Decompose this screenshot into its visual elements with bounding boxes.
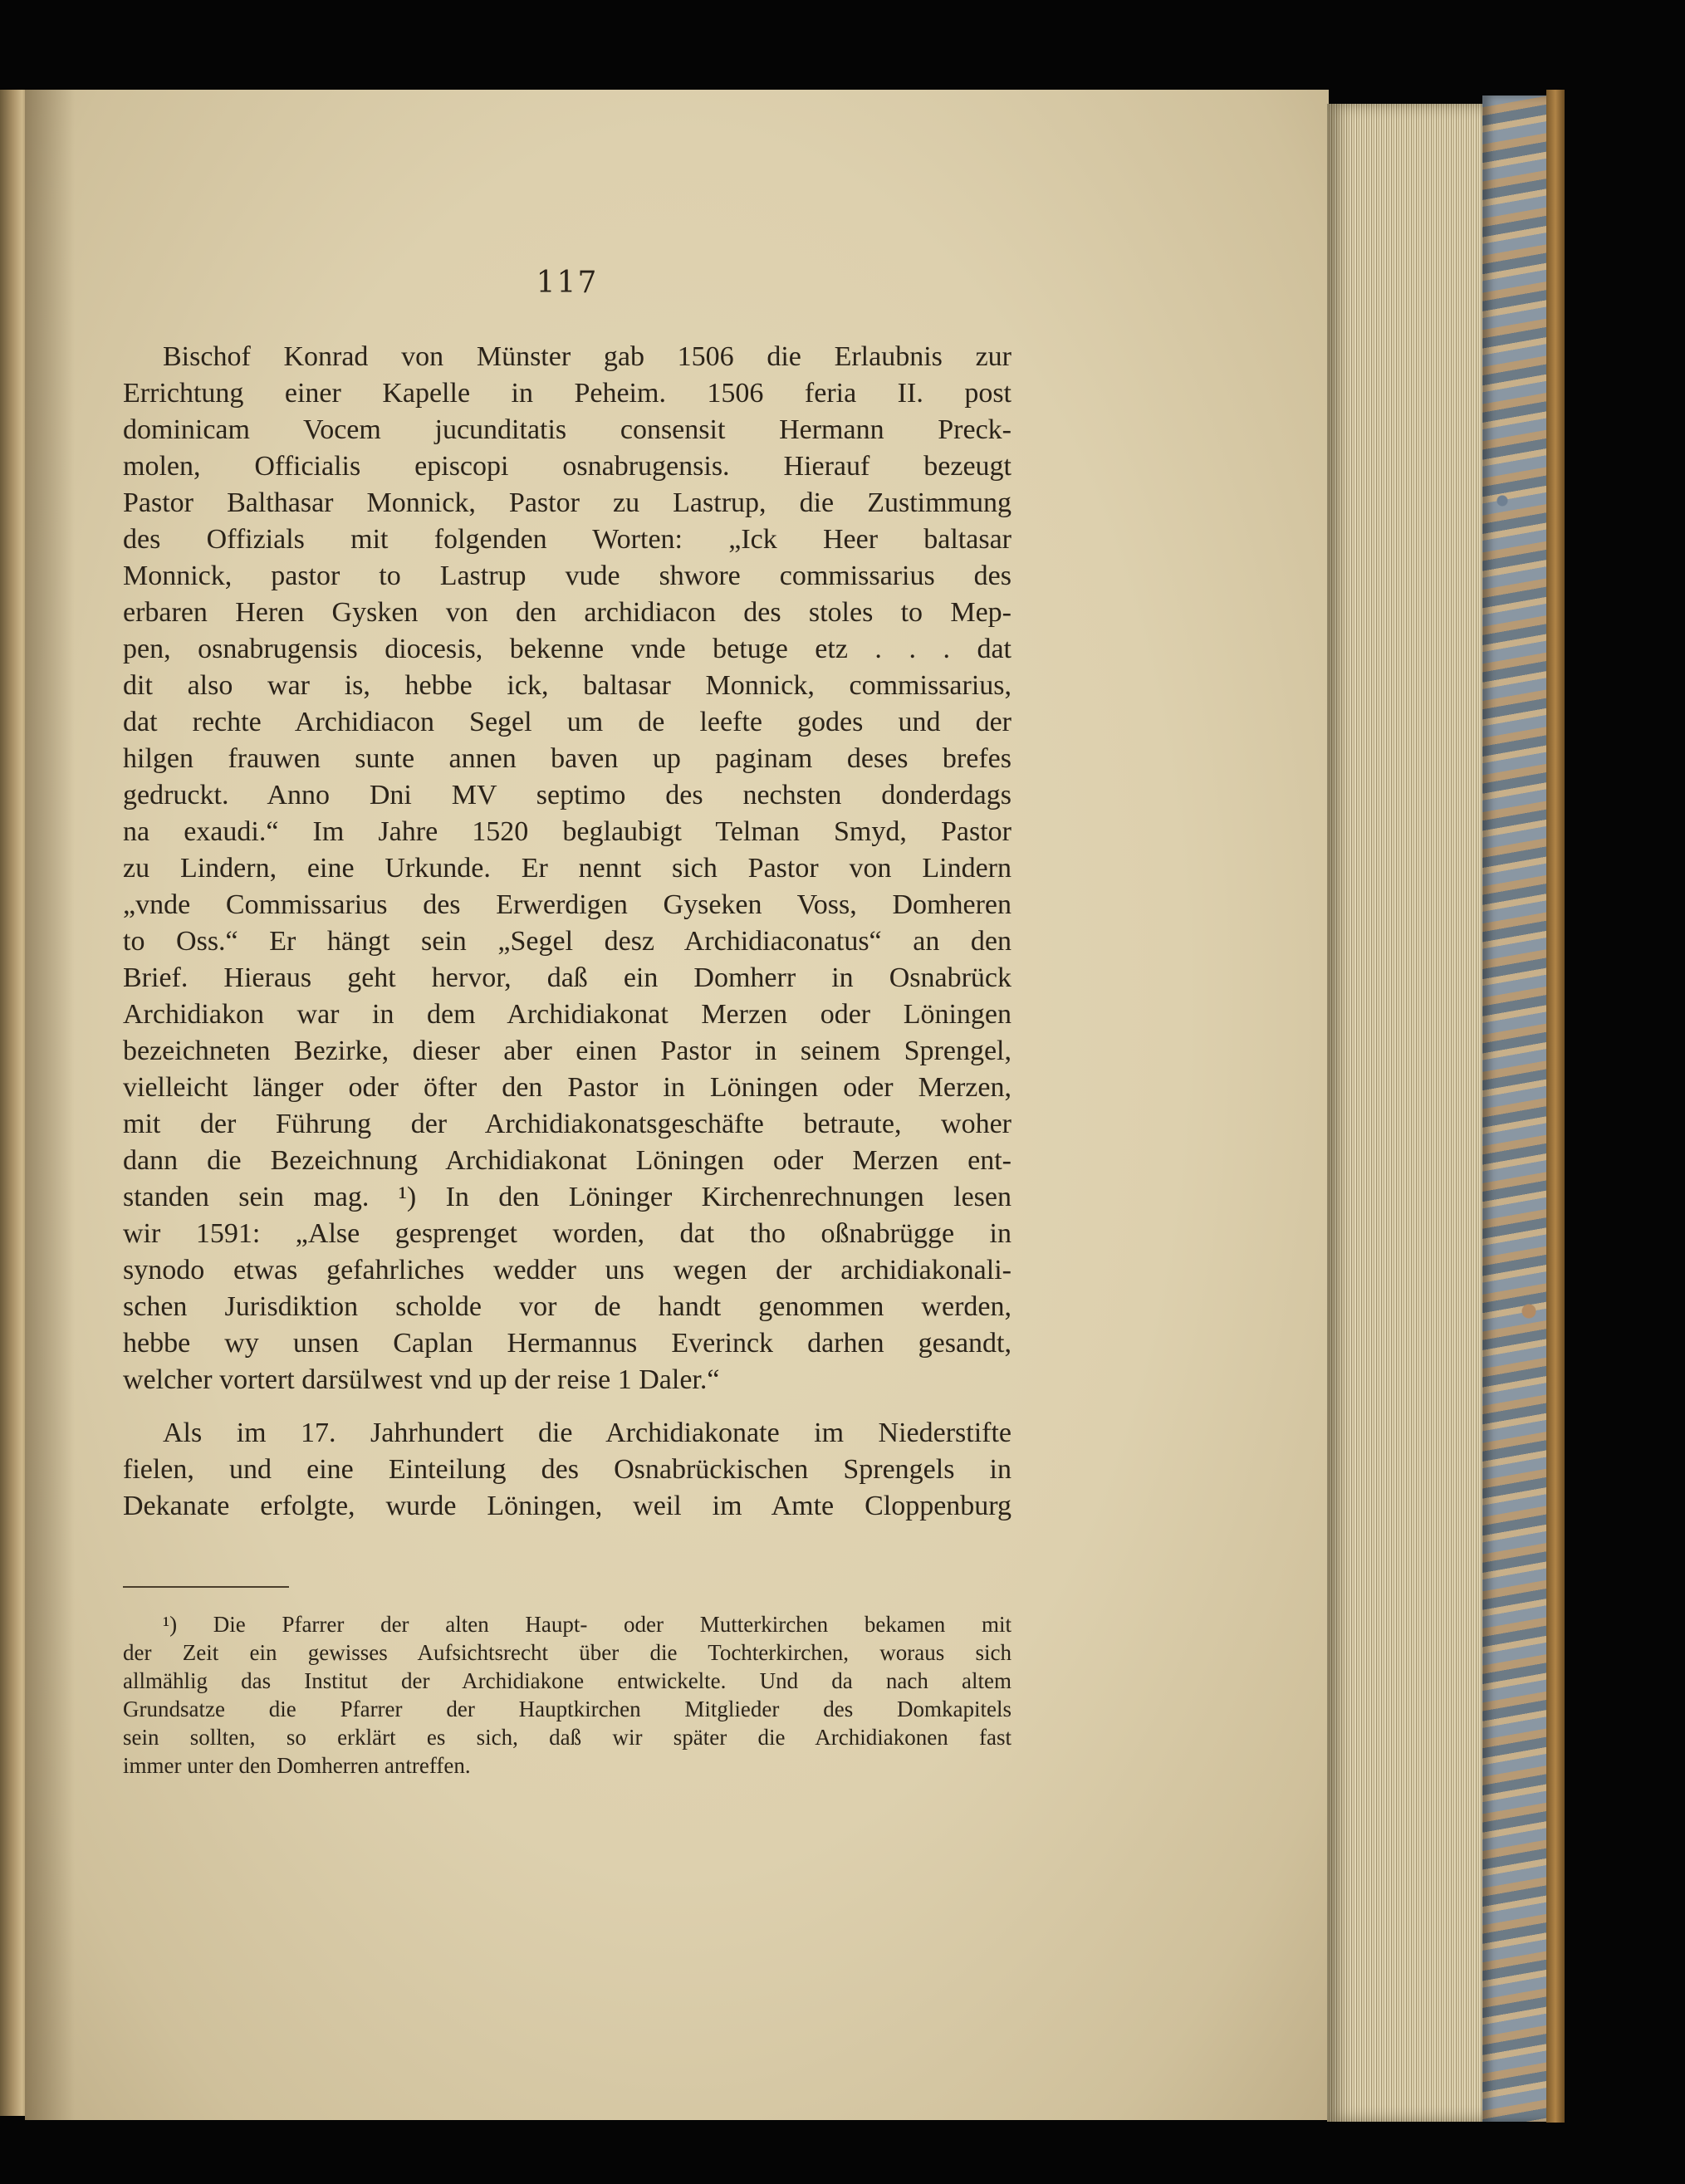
footnote-line: immer unter den Domherren antreffen. bbox=[123, 1753, 471, 1778]
footnote-line: ¹) Die Pfarrer der alten Haupt- oder Mutterkirchen bekamen mit bbox=[163, 1612, 1011, 1637]
text-line: Pastor Balthasar Monnick, Pastor zu Lastrup, die Zustimmung bbox=[123, 487, 1011, 518]
footnote-line: Grundsatze die Pfarrer der Hauptkirchen Mitglieder des Domkapitels bbox=[123, 1697, 1011, 1721]
text-line: bezeichneten Bezirke, dieser aber einen Pastor in seinem Sprengel, bbox=[123, 1036, 1011, 1066]
text-line: Als im 17. Jahrhundert die Archidiakonate im Niederstifte bbox=[163, 1418, 1011, 1448]
text-line: Archidiakon war in dem Archidiakonat Merzen oder Löningen bbox=[123, 999, 1011, 1030]
text-line: na exaudi.“ Im Jahre 1520 beglaubigt Telman Smyd, Pastor bbox=[123, 816, 1011, 847]
text-line: Bischof Konrad von Münster gab 1506 die Erlaubnis zur bbox=[163, 341, 1011, 372]
text-line: dominicam Vocem jucunditatis consensit Hermann Preck- bbox=[123, 414, 1011, 445]
text-line: dann die Bezeichnung Archidiakonat Löningen oder Merzen ent- bbox=[123, 1145, 1011, 1176]
text-line: schen Jurisdiktion scholde vor de handt genommen werden, bbox=[123, 1291, 1011, 1322]
page-number: 117 bbox=[536, 266, 599, 300]
text-line: welcher vortert darsülwest vnd up der reise 1 Daler.“ bbox=[123, 1364, 720, 1395]
footnote-rule bbox=[123, 1586, 289, 1588]
text-line: „vnde Commissarius des Erwerdigen Gyseken Voss, Domheren bbox=[123, 889, 1011, 920]
text-line: synodo etwas gefahrliches wedder uns wegen der archidiakonali- bbox=[123, 1255, 1011, 1285]
text-line: gedruckt. Anno Dni MV septimo des nechsten donderdags bbox=[123, 780, 1011, 810]
text-line: des Offizials mit folgenden Worten: „Ick Heer baltasar bbox=[123, 524, 1011, 555]
text-line: dit also war is, hebbe ick, baltasar Monnick, commissarius, bbox=[123, 670, 1011, 701]
text-line: dat rechte Archidiacon Segel um de leefte godes und der bbox=[123, 707, 1011, 737]
text-line: Monnick, pastor to Lastrup vude shwore commissarius des bbox=[123, 561, 1011, 591]
marbled-edge bbox=[1482, 95, 1549, 2122]
text-line: mit der Führung der Archidiakonatsgeschäfte betraute, woher bbox=[123, 1109, 1011, 1139]
text-line: pen, osnabrugensis diocesis, bekenne vnde betuge etz . . . dat bbox=[123, 634, 1011, 664]
text-line: Errichtung einer Kapelle in Peheim. 1506 feria II. post bbox=[123, 378, 1011, 409]
text-line: Dekanate erfolgte, wurde Löningen, weil im Amte Cloppenburg bbox=[123, 1491, 1011, 1521]
text-line: fielen, und eine Einteilung des Osnabrückischen Sprengels in bbox=[123, 1454, 1011, 1485]
text-line: vielleicht länger oder öfter den Pastor in Löningen oder Merzen, bbox=[123, 1072, 1011, 1103]
text-line: zu Lindern, eine Urkunde. Er nennt sich Pastor von Lindern bbox=[123, 853, 1011, 884]
gutter-shadow bbox=[25, 90, 75, 2120]
text-line: erbaren Heren Gysken von den archidiacon des stoles to Mep- bbox=[123, 597, 1011, 628]
text-line: Brief. Hieraus geht hervor, daß ein Domherr in Osnabrück bbox=[123, 962, 1011, 993]
text-line: to Oss.“ Er hängt sein „Segel desz Archidiaconatus“ an den bbox=[123, 926, 1011, 957]
text-line: standen sein mag. ¹) In den Löninger Kirchenrechnungen lesen bbox=[123, 1182, 1011, 1212]
text-line: molen, Officialis episcopi osnabrugensis. Hierauf bezeugt bbox=[123, 451, 1011, 482]
text-line: hilgen frauwen sunte annen baven up paginam deses brefes bbox=[123, 743, 1011, 774]
text-line: wir 1591: „Alse gesprenget worden, dat tho oßnabrügge in bbox=[123, 1218, 1011, 1249]
book-cover-right bbox=[1546, 90, 1565, 2123]
footnote-line: allmählig das Institut der Archidiakone entwickelte. Und da nach altem bbox=[123, 1668, 1011, 1693]
page-block-edges bbox=[1327, 104, 1493, 2122]
footnote-line: sein sollten, so erklärt es sich, daß wir später die Archidiakonen fast bbox=[123, 1725, 1011, 1750]
footnote-line: der Zeit ein gewisses Aufsichtsrecht über die Tochterkirchen, woraus sich bbox=[123, 1640, 1011, 1665]
text-line: hebbe wy unsen Caplan Hermannus Everinck darhen gesandt, bbox=[123, 1328, 1011, 1359]
